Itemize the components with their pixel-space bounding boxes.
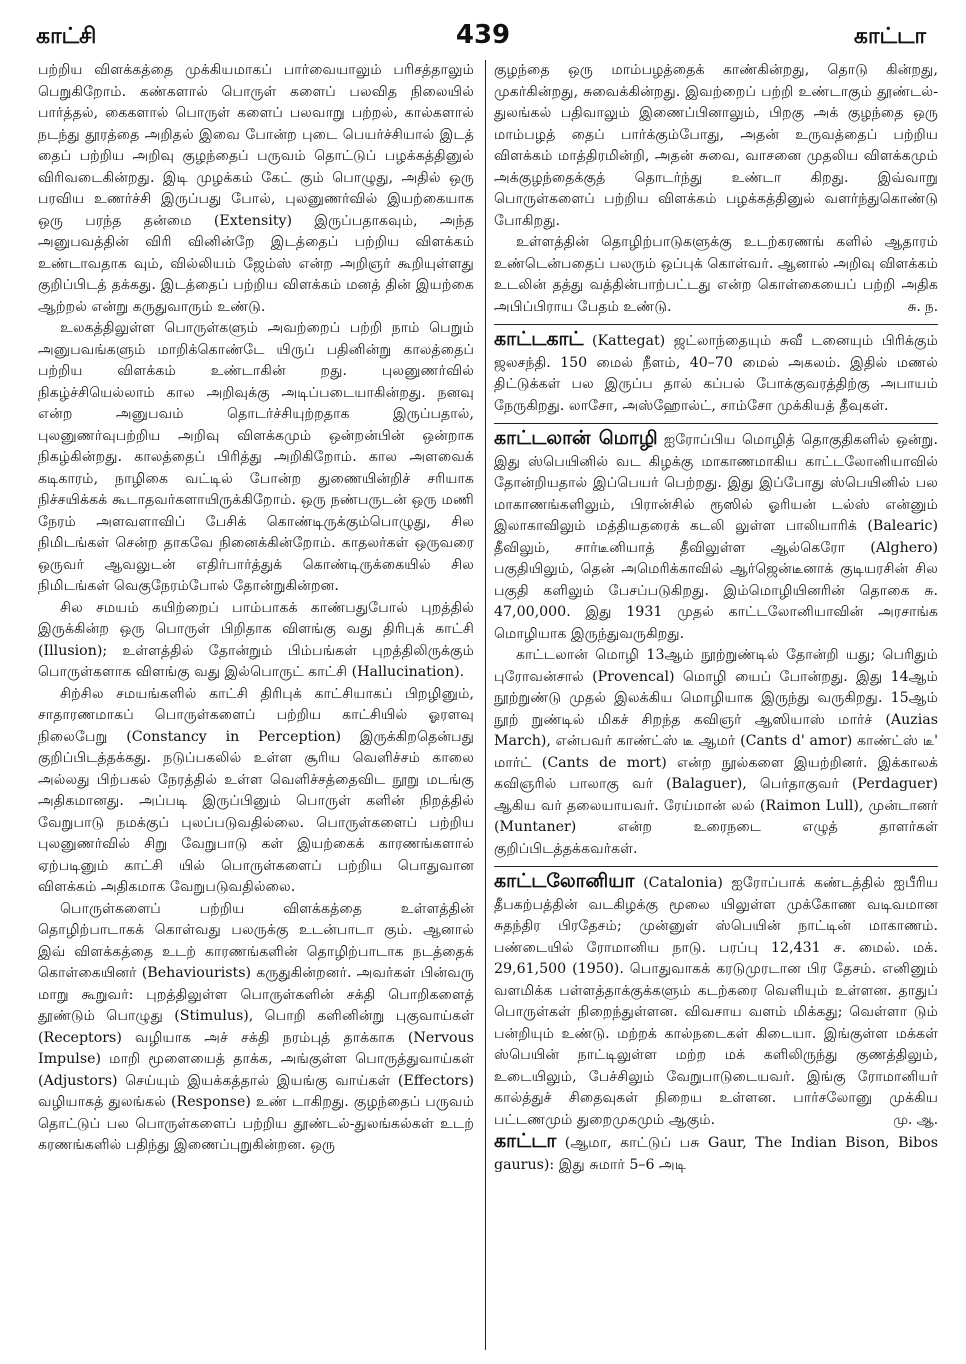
entry-headword: காட்டா: [494, 1130, 557, 1152]
paragraph: [494, 232, 938, 318]
entry-catalonia: [494, 871, 938, 1131]
entry-gaur: [494, 1131, 938, 1176]
paragraph: சிற்சில சமயங்களில் காட்சி திரிபுக் காட்சியாகப் பிறழினும், சாதாரணமாகப் பொருள்களைப் பற்றிய காட்சியில் ஓரளவு நிலைபேறு (Constancy in Perception) இருக்கிறதென்பது குறிப்பிடத்தக்கது. நடுப்பகலில் உள்ள சூரிய வெளிச்சம் காலை அல்லது பிற்பகல் நேரத்தில் உள்ள வெளிச்சத்தைவிட நூறு மடங்கு அதிகமானது. அப்படி இருப்பினும் பொருள் களின் நிறத்தில் வேறுபாடு நமக்குப் புலப்படுவதில்லை. பொருள்களைப் பற்றிய புலனுணர்வில் சிறு வேறுபாடு கள் இயற்கைக் காரணங்களால் ஏற்படினும் காட்சி யில் பொருள்களைப் பற்றிய பொதுவான விளக்கம் அதிகமாக வேறுபடுவதில்லை.: [38, 685, 474, 895]
entry-headword: காட்டகாட்: [494, 328, 584, 350]
right-column: [494, 60, 938, 1360]
entry-text: (ஆமா, காட்டுப் பசு Gaur, The Indian Bison, Bibos gaurus): இது சுமார் 5–6 அடி: [494, 1135, 938, 1173]
running-head-left: காட்சி: [36, 24, 97, 49]
entry-text: (Catalonia) ஐரோப்பாக் கண்டத்தில் ஐபீரிய தீபகற்பத்தின் வடகிழக்கு மூலை யிலுள்ள முக்கோண வடிவமான சுதந்திர பிரதேசம்; முன்னுள் ஸ்பெயின் நாட்டின் மாகாணம். பண்டையில் ரோமானிய நாடு. பரப்பு 12,431 ச. மைல். மக். 29,61,500 (1950). பொதுவாகக் கரடுமுரடான பிர தேசம். எனினும் வளமிக்க பள்ளத்தாக்குக்களும் கடற்கரை வெளியும் உள்ளன. தாதுப் பொருள்கள் நிறைந்துள்ளன. விவசாய வளம் மிக்கது; வெள்ளா டும் பன்றியும் உண்டு. மற்றக் கால்நடைகள் கிடையா. இங்குள்ள மக்கள் ஸ்பெயின் நாட்டிலுள்ள மற்ற மக் களிலிருந்து குணத்திலும், உடையிலும், பேச்சிலும் வேறுபாடுடையவர். இங்கு ரோமானியர் கால்த்துச் சிதைவுகள் நிறைய உள்ளன. பார்சலோனு முக்கிய பட்டணமும் துறைமுகமும் ஆகும்.: [494, 875, 938, 1128]
page-number: 439: [455, 20, 511, 50]
entry-catalan-language: [494, 428, 938, 645]
paragraph: பற்றிய விளக்கத்தை முக்கியமாகப் பார்வையாலும் பரிசத்தாலும் பெறுகிறோம். கண்களால் பொருள் களைப் பலவித நிலையில் பார்த்தல், கைகளால் பொருள் களைப் பலவாறு பற்றல், கால்களால் நடந்து தூரத்தை அறிதல் இவை போன்ற புடை பெயர்ச்சியால் இடத் தைப் பற்றிய அறிவு குழந்தைப் பருவம் தொட்டுப் பழக்கத்தினுல் விரிவடைகின்றது. இடி முழக்கம் கேட் கும் பொழுது, அதில் ஒரு பரவிய உணர்ச்சி இருப்பது போல், புலனுணர்வில் இயற்கையாக ஒரு பரந்த தன்மை (Extensity) இருப்பதாகவும், அந்த அனுபவத்தின் விரி வினின்றே இடத்தைப் பற்றிய விளக்கம் உண்டாவதாக வும், வில்லியம் ஜேம்ஸ் என்ற அறிஞர் கூறியுள்ளது குறிப்பிடத் தக்கது. இடத்தைப் பற்றிய விளக்கம் மனத் தின் இயற்கை ஆற்றல் என்று கருதுவாரும் உண்டு.: [38, 62, 474, 315]
author-initials: மு. ஆ.: [893, 1111, 938, 1128]
paragraph: குழந்தை ஒரு மாம்பழத்தைக் காண்கின்றது, தொடு கின்றது, முகர்கின்றது, சுவைக்கின்றது. இவற்றைப் பற்றி உண்டாகும் தூண்டல்-துலங்கல் பதிவாலும் இணைப்பினாலும், பிறகு அக் குழந்தை ஒரு மாம்பழத் தைப் பார்க்கும்போது, அதன் உருவத்தைப் பற்றிய விளக்கம் மாத்திரமின்றி, அதன் சுவை, வாசனை முதலிய விளக்கமும் அக்குழந்தைக்குத் தொடர்ந்து உண்டா கிறது. இவ்வாறு பொருள்களைப் பற்றிய விளக்கம் பழக்கத்தினுல் வளர்ந்துகொண்டு போகிறது.: [494, 62, 938, 229]
entry-separator: [494, 324, 938, 325]
entry-headword: காட்டலான் மொழி: [494, 427, 658, 449]
left-column: [38, 60, 474, 1360]
entry-text: ஐரோப்பிய மொழித் தொகுதிகளில் ஒன்று. இது ஸ்பெயினில் வட கிழக்கு மாகாணமாகிய காட்டலோனியாவில் தோன்றியதால் இப்பெயர் பெற்றது. இது இப்போது ஸ்பெயினில் பல மாகாணங்களிலும், பிரான்சில் ரூஸில் ஓரியன் டல்ஸ் என்னும் இலாகாவிலும் மத்தியதரைக் கடலி லுள்ள பாலியாரிக் (Balearic) தீவிலும், சார்டீனியாத் தீவிலுள்ள ஆல்கெரோ (Alghero) பகுதியிலும், தென் அமெரிக்காவில் ஆர்ஜென்டீனாக் குடியரசின் சில பகுதி களிலும் பேசப்படுகிறது. இம்மொழியினரின் தொகை சு. 47,00,000. இது 1931 முதல் காட்டலோனியாவின் அரசாங்க மொழியாக இருந்துவருகிறது.: [494, 432, 938, 642]
entry-separator: [494, 866, 938, 867]
paragraph: சில சமயம் கயிற்றைப் பாம்பாகக் காண்பதுபோல் புறத்தில் இருக்கின்ற ஒரு பொருள் பிறிதாக விளங்கு வது திரிபுக் காட்சி (Illusion); உள்ளத்தில் தோன்றும் பிம்பங்கள் புறத்திலிருக்கும் பொருள்களாக விளங்கு வது இல்பொருட் காட்சி (Hallucination).: [38, 599, 474, 680]
paragraph: உலகத்திலுள்ள பொருள்களும் அவற்றைப் பற்றி நாம் பெறும் அனுபவங்களும் மாறிக்கொண்டே யிருப் பதினின்று காலத்தைப் பற்றிய விளக்கம் உண்டாகின் றது. புலனுணர்வில் நிகழ்ச்சியெல்லாம் கால அறிவுக்கு அடிப்படையாகின்றது. நனவு என்ற அனுபவம் தொடர்ச்சியுற்றதாக இருப்பதால், புலனுணர்வுபற்றிய அறிவு விளக்கமும் ஒன்றன்பின் ஒன்றாக நிகழ்கின்றது. காலத்தைப் பிரித்து அறிகிறோம். கால அளவைக் கடிகாரம், நாழிகை வட்டில் போன்ற துணையின்றிச் சரியாக நிச்சயிக்கக் கூடாதவர்களாயிருக்கிறோம். ஒரு நண்பருடன் ஒரு மணி நேரம் அளவளாவிப் பேசிக் கொண்டிருக்கும்பொழுது, சில நிமிடங்கள் சென்ற தாகவே நினைக்கின்றோம். காதலர்கள் ஒருவரை ஒருவர் ஆவலுடன் எதிர்பார்த்துக் கொண்டிருக்கையில் சில நிமிடங்கள் வெகுநேரம்போல் தோன்றுகின்றன.: [38, 320, 474, 594]
entry-text: (Kattegat) ஜட்லாந்தையும் சுவீ டனையும் பிரிக்கும் ஜலசந்தி. 150 மைல் நீளம், 40–70 மைல் அகலம். இதில் மணல் திட்டுக்கள் பல இருப்ப தால் கப்பல் போக்குவரத்திற்கு அபாயம் நேருகிறது. லாசோ, அஸ்ஹோல்ட், சாம்சோ முக்கியத் தீவுகள்.: [494, 333, 938, 414]
entry-separator: [494, 423, 938, 424]
entry-headword: காட்டலோனியா: [494, 870, 635, 892]
page-header: [0, 0, 966, 64]
entry-kattegat: [494, 329, 938, 417]
author-initials: சு. ந.: [907, 298, 938, 315]
paragraph: பொருள்களைப் பற்றிய விளக்கத்தை உள்ளத்தின் தொழிற்பாடாகக் கொள்வது பலருக்கு உடன்பாடா கும். ஆனால் இவ் விளக்கத்தை உடற் காரணங்களின் தொழிற்பாடாக நடத்தைக் கொள்கையினர் (Behaviourists) கருதுகின்றனர். அவர்கள் பின்வரு மாறு கூறுவர்: புறத்திலுள்ள பொருள்களின் சக்தி பொறிகளைத் தூண்டும் பொழுது (Stimulus), பொறி களினின்று புகுவாய்கள் (Receptors) வழியாக அச் சக்தி நரம்புத் தாக்காக (Nervous Impulse) மாறி மூளையைத் தாக்க, அங்குள்ள பொருத்துவாய்கள் (Adjustors) செய்யும் இயக்கத்தால் இயங்கு வாய்கள் (Effectors) வழியாகத் துலங்கல் (Response) உண் டாகிறது. குழந்தைப் பருவம் தொட்டுப் பல பொருள்களைப் பற்றிய தூண்டல்-துலங்கல்கள் உடற் கரணங்களில் பதிந்து இணைப்புறுகின்றன. ஒரு: [38, 900, 474, 1153]
column-divider: [485, 60, 486, 1350]
paragraph: காட்டலான் மொழி 13ஆம் நூற்றுண்டில் தோன்றி யது; பெரிதும் புரோவன்சால் (Provencal) மொழி யைப் போன்றது. இது 14ஆம் நூற்றுண்டு முதல் இலக்கிய மொழியாக இருந்து வருகிறது. 15ஆம் நூற் றுண்டில் மிகச் சிறந்த கவிஞர் ஆஸியாஸ் மார்ச் (Auzias March), என்பவர் காண்ட்ஸ் டீ ஆமர் (Cants d' amor) காண்ட்ஸ் டீ' மார்ட் (Cants de mort) என்ற நூல்களை இயற்றினர். இக்காலக் கவிஞரில் பாலாகு வர் (Balaguer), பெர்தாகுவர் (Perdaguer) ஆகிய வர் தலையாயவர். ரேய்மான் லல் (Raimon Lull), முன்டானர் (Muntaner) என்ற உரைநடை எழுத் தாளர்கள் குறிப்பிடத்தக்கவர்கள்.: [494, 647, 938, 857]
running-head-right: காட்டா: [853, 24, 926, 49]
paragraph-text: உள்ளத்தின் தொழிற்பாடுகளுக்கு உடற்கரணங் களில் ஆதாரம் உண்டென்பதைப் பலரும் ஒப்புக் கொள்வர். ஆனால் அறிவு விளக்கம் உடலின் தத்து வத்தின்பாற்பட்டது என்ற கொள்கையைப் பற்றி அதிக அபிப்பிராய பேதம் உண்டு.: [494, 234, 938, 315]
